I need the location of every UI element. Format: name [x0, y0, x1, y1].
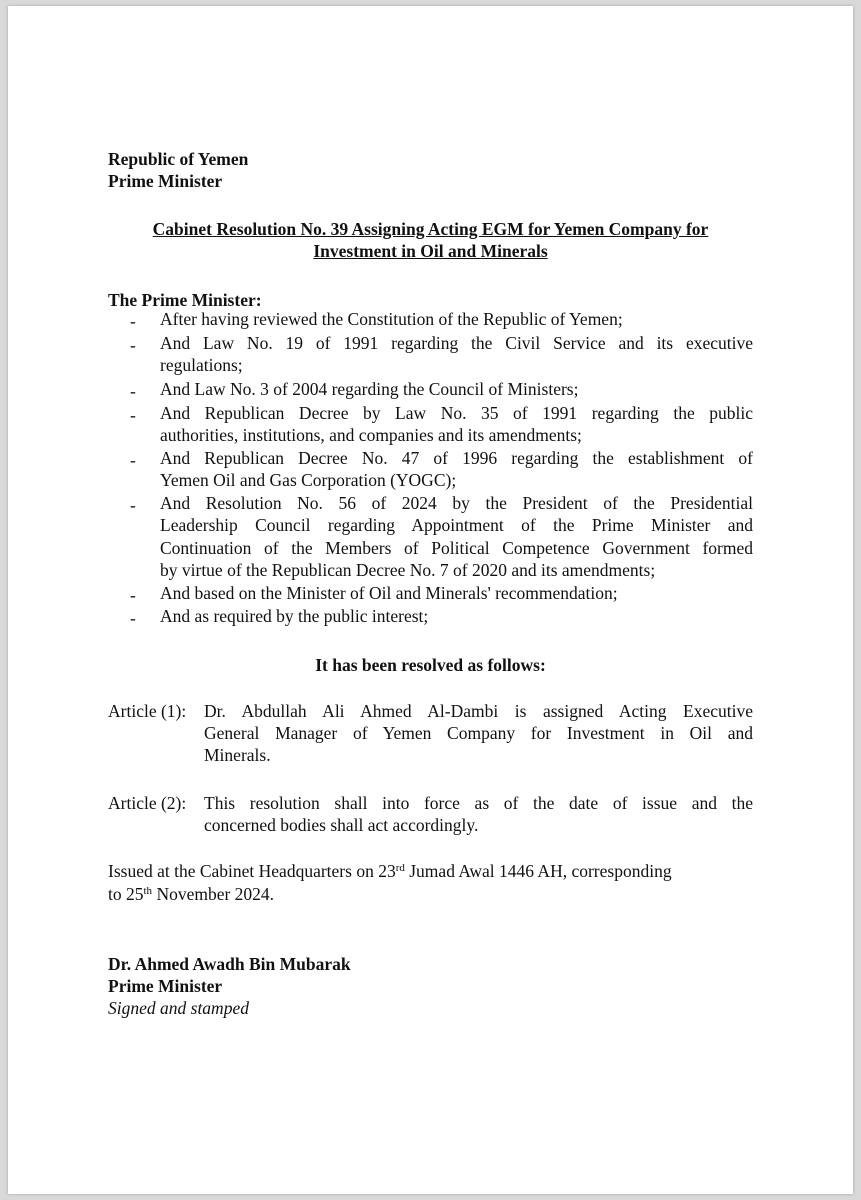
- article-2-text: This resolution shall into force as of the date of issue and the: [204, 793, 753, 813]
- country-name: Republic of Yemen: [108, 149, 249, 169]
- list-item-continuation: Continuation of the Members of Political Competence Government formed: [160, 538, 753, 558]
- bullet-marker: -: [130, 381, 136, 401]
- list-item: And Republican Decree by Law No. 35 of 1991 regarding the public: [160, 403, 753, 423]
- list-item: And based on the Minister of Oil and Minerals' recommendation;: [160, 583, 618, 603]
- bullet-marker: -: [130, 335, 136, 355]
- list-item: And Resolution No. 56 of 2024 by the President of the Presidential: [160, 493, 753, 513]
- list-item: And Republican Decree No. 47 of 1996 regarding the establishment of: [160, 448, 753, 468]
- bullet-marker: -: [130, 311, 136, 331]
- list-item-continuation: regulations;: [160, 355, 243, 375]
- document-page: [8, 6, 853, 1194]
- list-item: And as required by the public interest;: [160, 606, 429, 626]
- list-item-continuation: by virtue of the Republican Decree No. 7 of 2020 and its amendments;: [160, 560, 656, 580]
- article-1-text: General Manager of Yemen Company for Investment in Oil and: [204, 723, 753, 743]
- article-1-text: Dr. Abdullah Ali Ahmed Al-Dambi is assigned Acting Executive: [204, 701, 753, 721]
- signatory-title: Prime Minister: [108, 976, 223, 996]
- resolution-heading: It has been resolved as follows:: [315, 655, 546, 675]
- resolution-title-line-2: Investment in Oil and Minerals: [313, 241, 548, 261]
- bullet-marker: -: [130, 450, 136, 470]
- bullet-marker: -: [130, 585, 136, 605]
- list-item-continuation: authorities, institutions, and companies and its amendments;: [160, 425, 582, 445]
- list-item: After having reviewed the Constitution of the Republic of Yemen;: [160, 309, 623, 329]
- issuer-title: Prime Minister: [108, 171, 223, 191]
- list-item: And Law No. 19 of 1991 regarding the Civil Service and its executive: [160, 333, 753, 353]
- bullet-marker: -: [130, 495, 136, 515]
- article-1-label: Article (1):: [108, 701, 187, 721]
- signatory-name: Dr. Ahmed Awadh Bin Mubarak: [108, 954, 351, 974]
- article-2-label: Article (2):: [108, 793, 187, 813]
- bullet-marker: -: [130, 405, 136, 425]
- list-item-continuation: Leadership Council regarding Appointment of the Prime Minister and: [160, 515, 753, 535]
- bullet-marker: -: [130, 608, 136, 628]
- issued-statement-line-2: to 25th November 2024.: [108, 884, 275, 904]
- signature-note: Signed and stamped: [108, 998, 249, 1018]
- article-2-text: concerned bodies shall act accordingly.: [204, 815, 479, 835]
- list-item: And Law No. 3 of 2004 regarding the Council of Ministers;: [160, 379, 579, 399]
- issued-statement-line-1: Issued at the Cabinet Headquarters on 23rd Jumad Awal 1446 AH, corresponding: [108, 861, 672, 881]
- intro-heading: The Prime Minister:: [108, 290, 262, 310]
- list-item-continuation: Yemen Oil and Gas Corporation (YOGC);: [160, 470, 457, 490]
- article-1-text: Minerals.: [204, 745, 271, 765]
- resolution-title-line-1: Cabinet Resolution No. 39 Assigning Acting EGM for Yemen Company for: [152, 219, 709, 239]
